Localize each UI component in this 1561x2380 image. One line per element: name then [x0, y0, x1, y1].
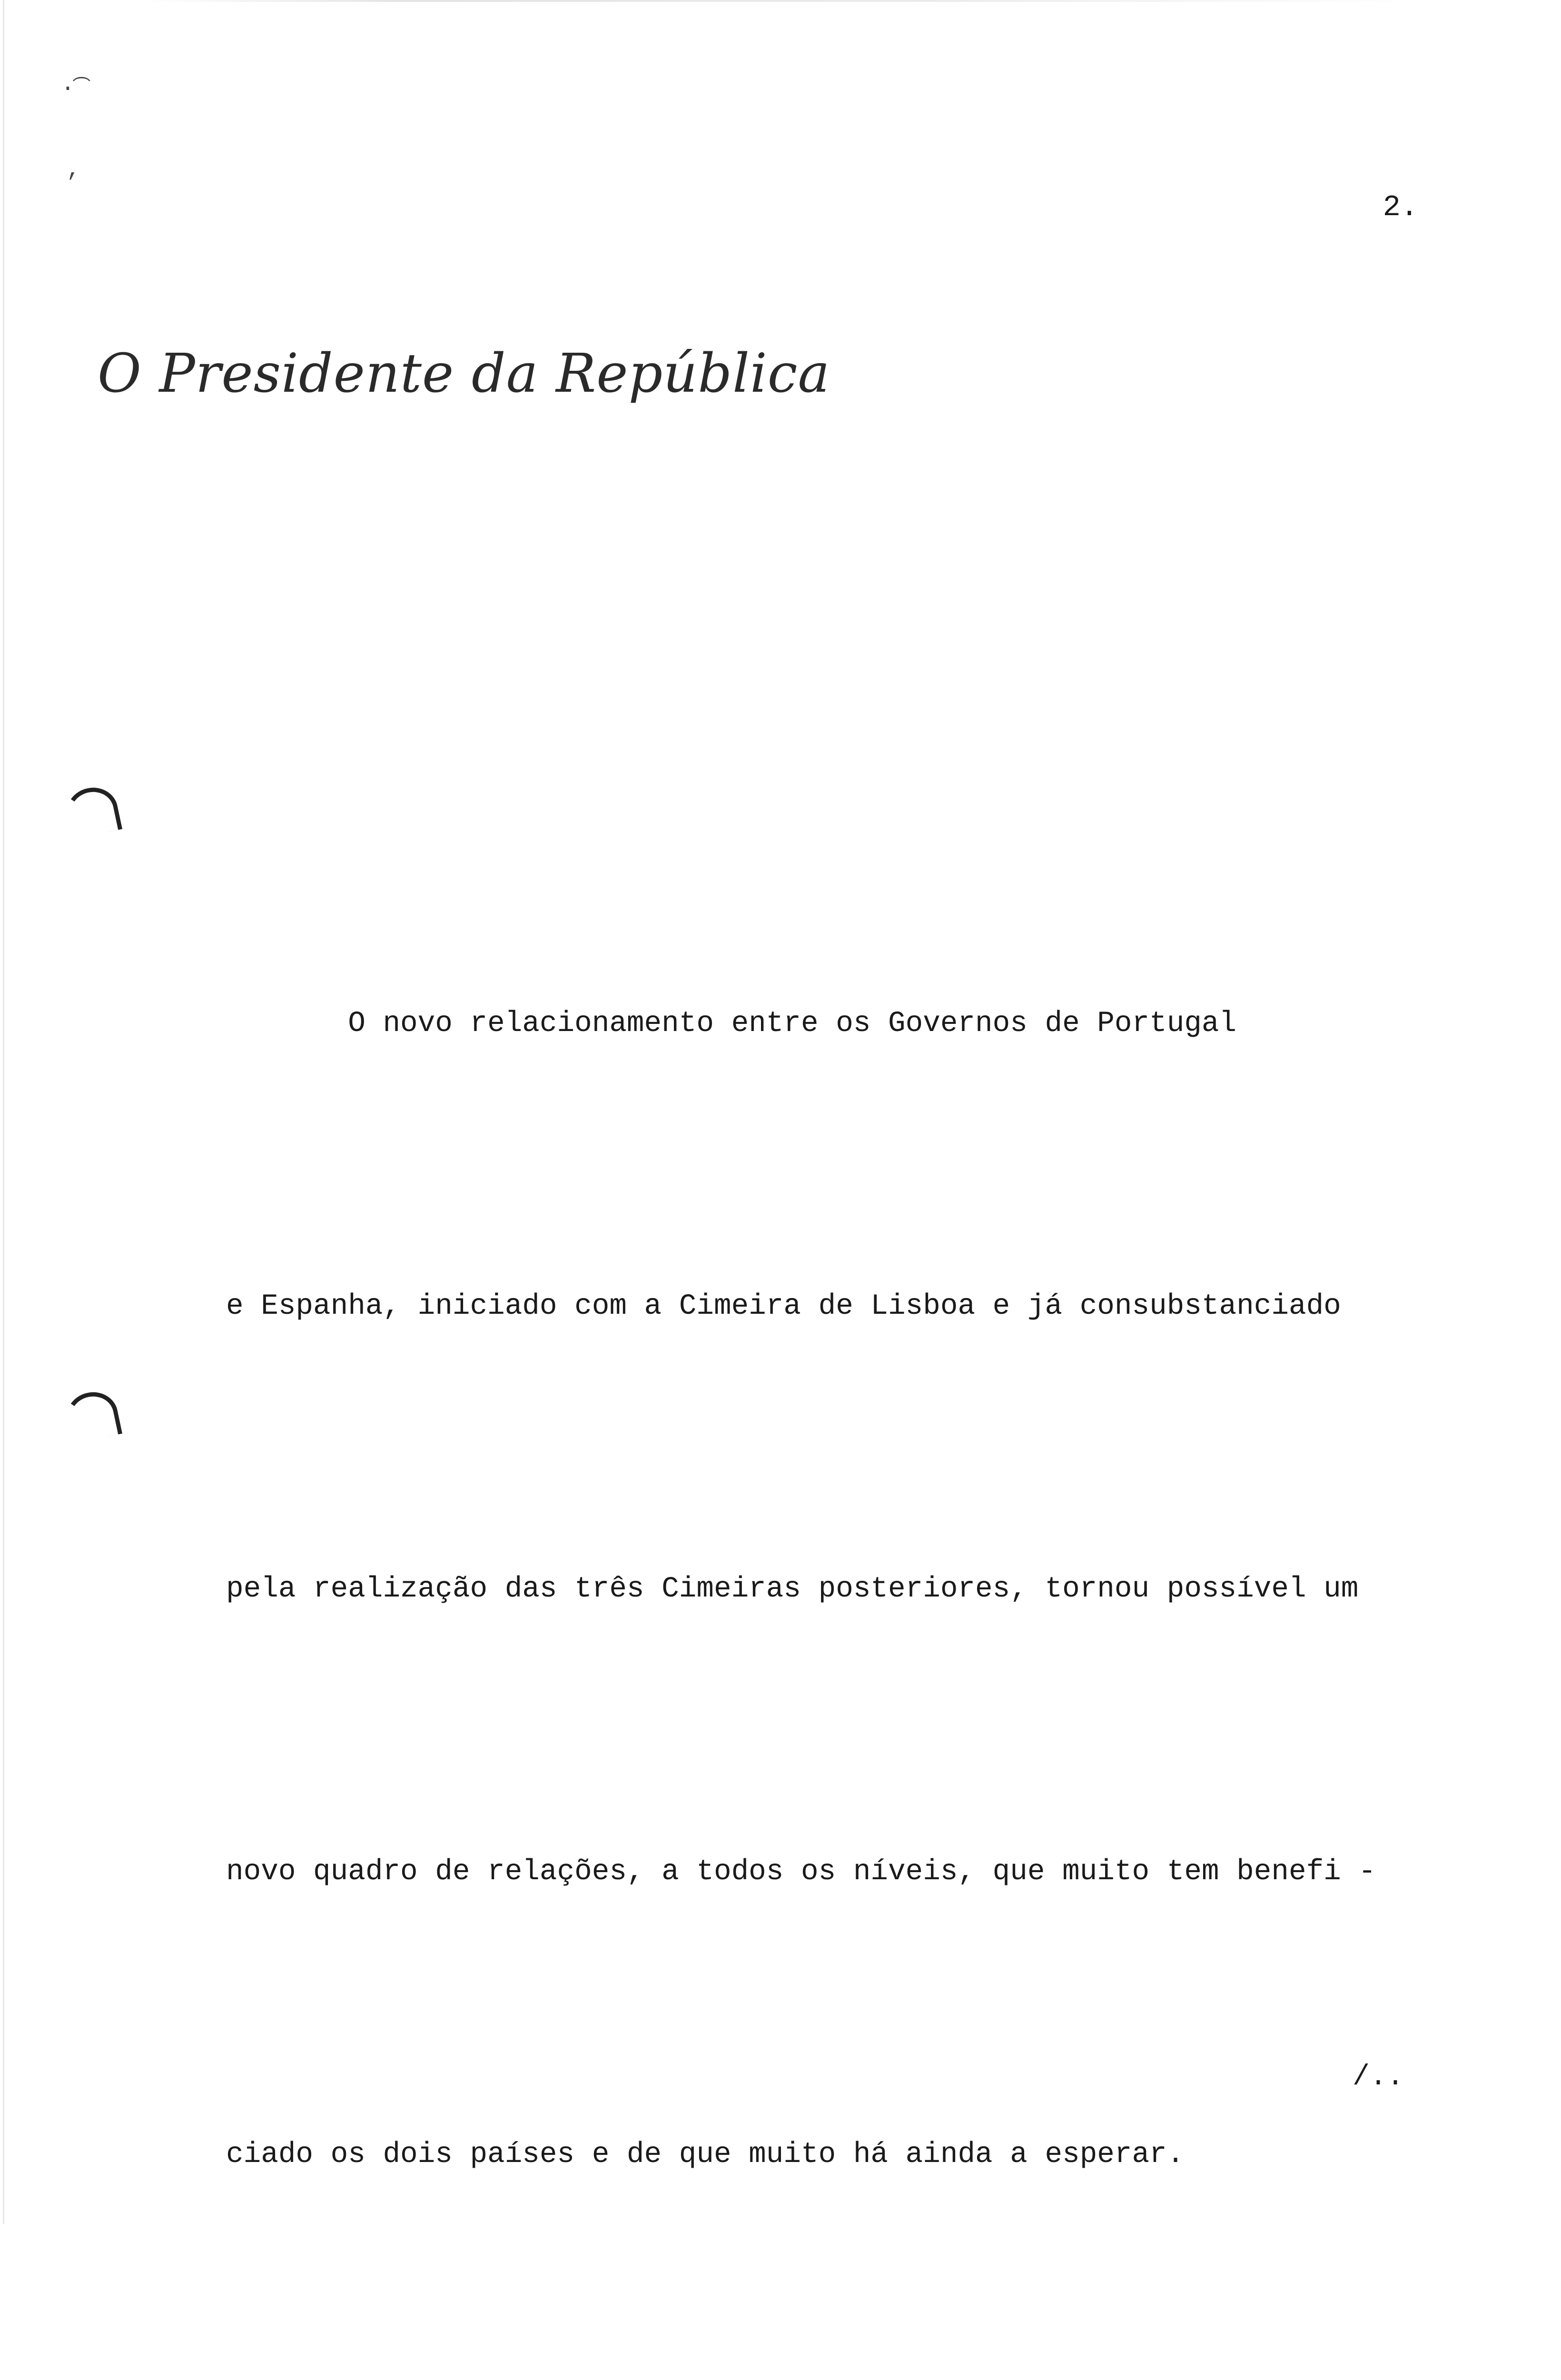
letter-body	[226, 600, 1444, 2380]
text-line: ciado os dois países e de que muito há ainda a esperar.	[226, 2138, 1185, 2171]
letterhead-script-title: O Presidente da República	[98, 343, 830, 405]
scan-artifact-mark: ,	[67, 157, 80, 183]
binder-hole-mark	[62, 1388, 122, 1444]
page-number: 2.	[1383, 190, 1418, 224]
scan-left-edge	[3, 0, 4, 2224]
text-line: O novo relacionamento entre os Governos de Portugal	[226, 1007, 1237, 1040]
text-line: pela realização das três Cimeiras posteriores, tornou possível um	[226, 1573, 1359, 1606]
text-line: e Espanha, iniciado com a Cimeira de Lisboa e já consubstanciado	[226, 1290, 1341, 1323]
continuation-mark: /..	[1352, 2061, 1404, 2093]
scan-top-artifact	[143, 0, 1428, 2]
paragraph-1	[226, 788, 1444, 2380]
scan-artifact-mark: ·͡	[61, 76, 75, 102]
text-line: novo quadro de relações, a todos os níveis, que muito tem benefi -	[226, 1855, 1376, 1888]
binder-hole-mark	[62, 783, 122, 840]
